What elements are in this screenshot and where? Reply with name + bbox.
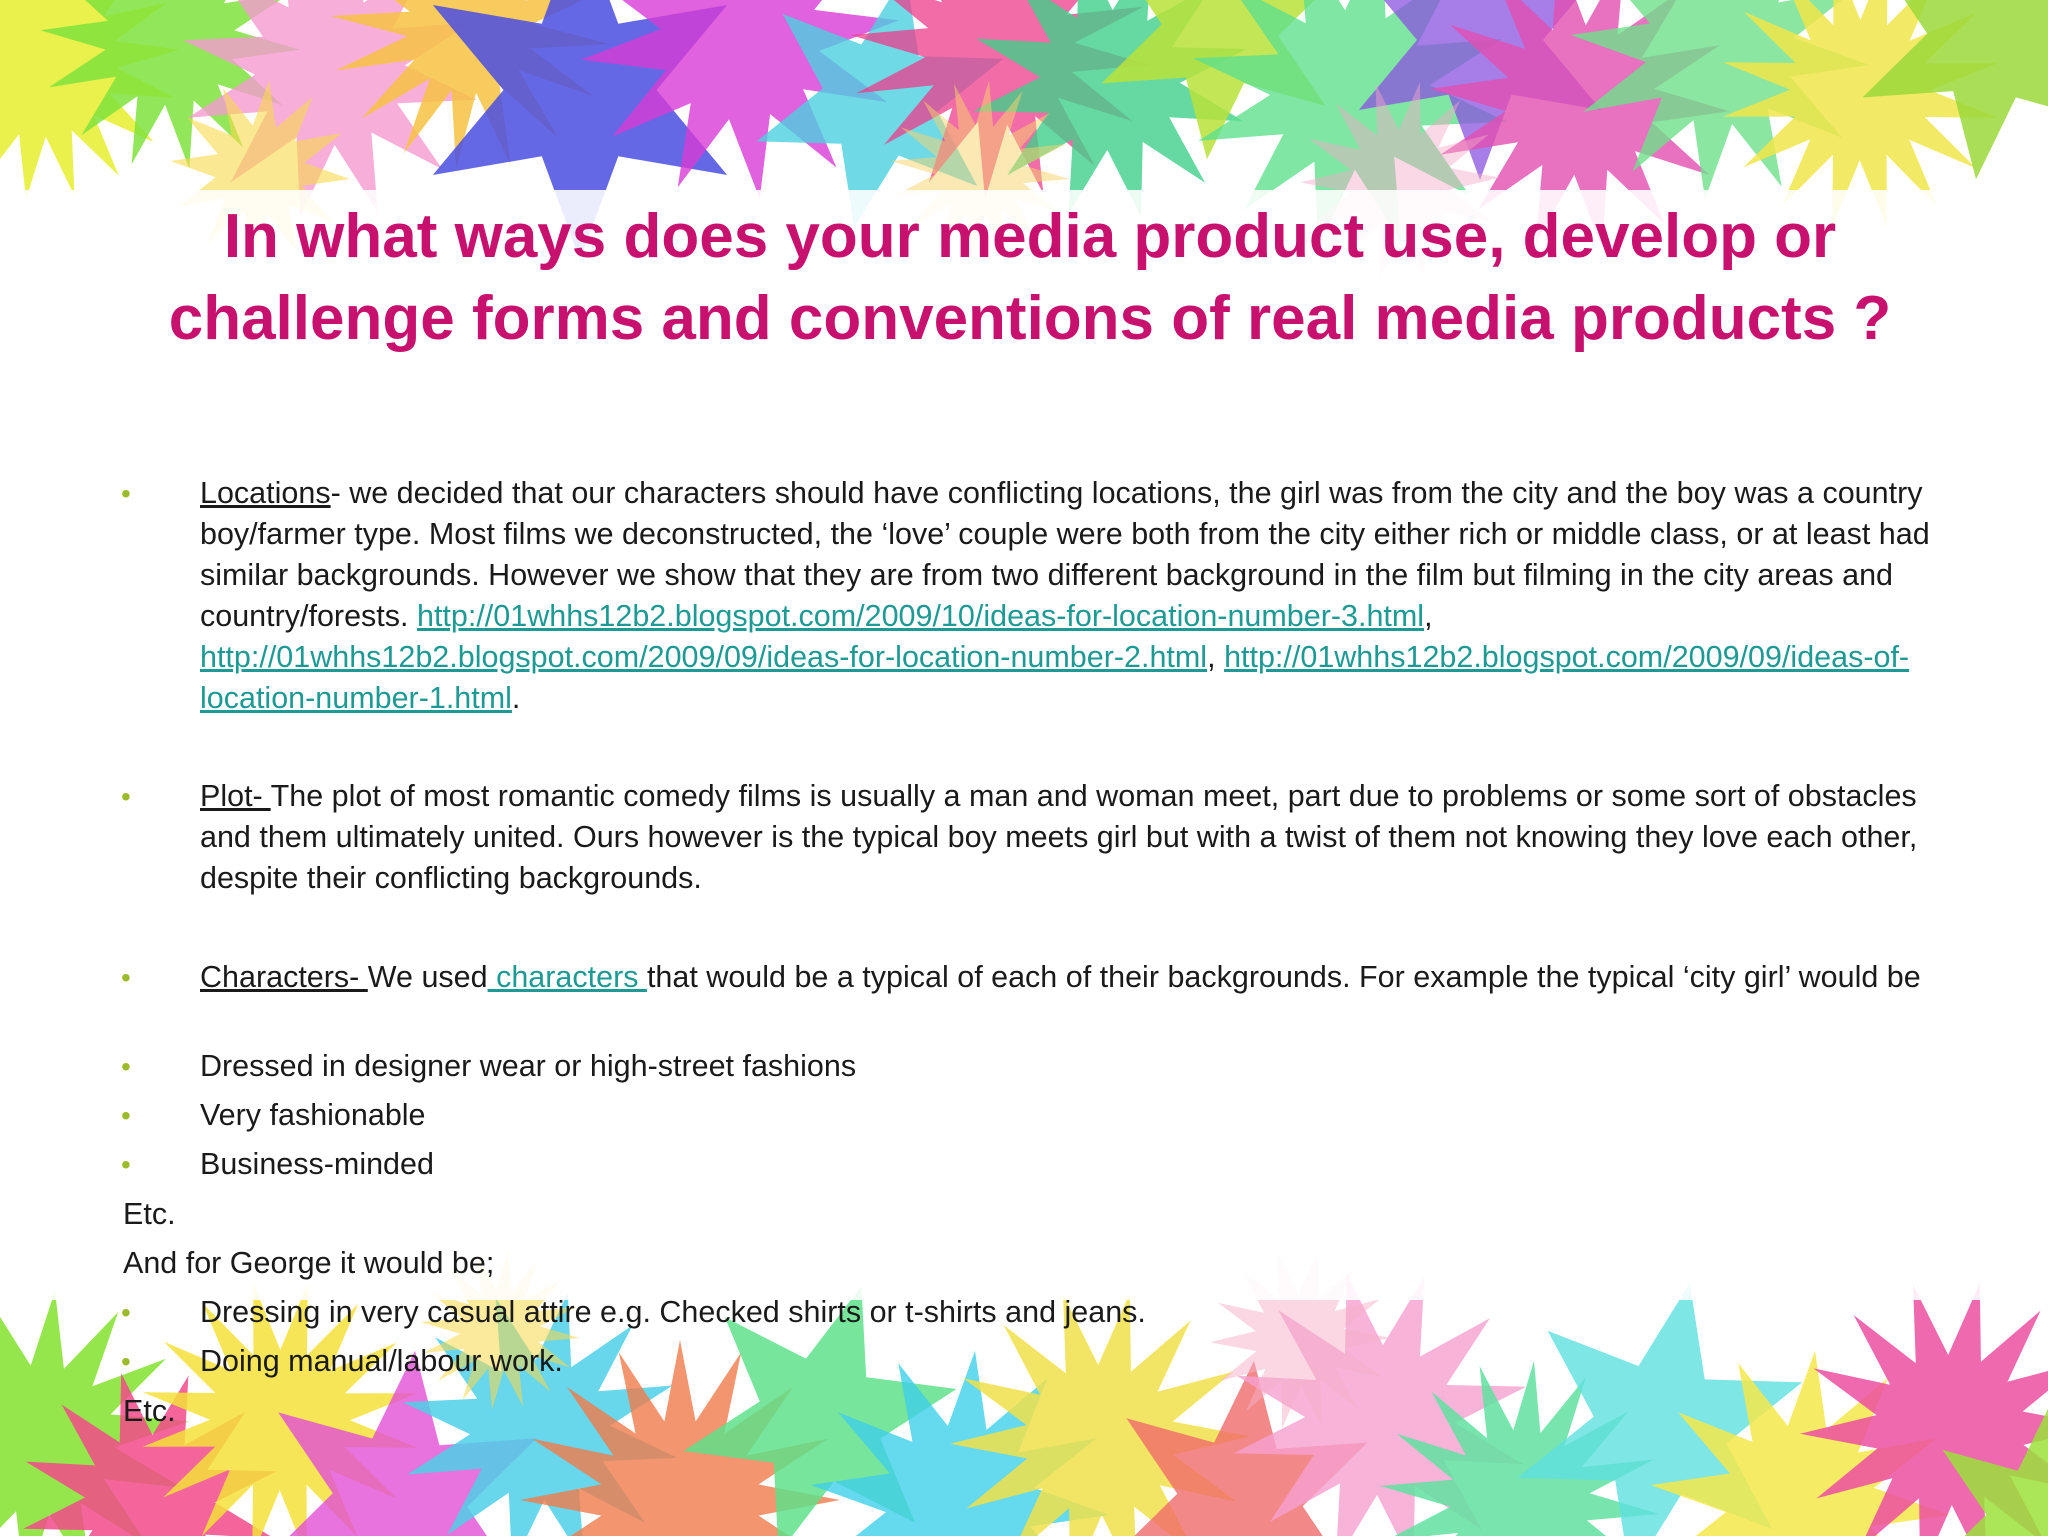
slide-title: In what ways does your media product use, develop or challenge forms and conventions of real media products ? <box>168 202 1892 353</box>
plot-paragraph <box>200 776 1960 899</box>
locations-paragraph <box>200 473 1960 719</box>
list-item: Business-minded <box>200 1147 434 1181</box>
locations-text: - we decided that our characters should have conflicting locations, the girl was from the city and the boy was a country boy/farmer type. Most films we deconstructed, the ‘love’ couple were both from the city either rich or middle class, or at least had similar backgrounds. However we show that they are from two different background in the film but filming in the city areas and country/forests. <box>200 476 1930 633</box>
bullet-marker: • <box>121 1297 131 1328</box>
characters-text: that would be a typical of each of their backgrounds. For example the typical ‘city girl’ would be <box>646 960 1921 994</box>
locations-separator: , <box>1424 599 1433 633</box>
bullet-marker: • <box>121 478 131 509</box>
list-item: Dressing in very casual attire e.g. Checked shirts or t-shirts and jeans. <box>200 1295 1146 1329</box>
location-link-3[interactable]: http://01whhs12b2.blogspot.com/2009/10/ideas-for-location-number-3.html <box>416 599 1425 633</box>
locations-end: . <box>511 681 521 715</box>
bullet-marker: • <box>121 1346 131 1377</box>
plot-label: Plot- <box>200 779 271 813</box>
bullet-marker: • <box>121 1100 131 1131</box>
characters-paragraph <box>200 957 1960 998</box>
etc-text: Etc. <box>123 1394 176 1428</box>
list-item: Doing manual/labour work. <box>200 1344 563 1378</box>
list-item: Very fashionable <box>200 1098 426 1132</box>
plot-text: The plot of most romantic comedy films is usually a man and woman meet, part due to problems or some sort of obstacles and them ultimately united. Ours however is the typical boy meets girl but with a twist of them not knowing they love each other, despite their conflicting backgrounds. <box>200 779 1918 895</box>
bullet-marker: • <box>121 1149 131 1180</box>
george-intro: And for George it would be; <box>123 1246 495 1280</box>
characters-text: We used <box>367 960 488 994</box>
list-item: Dressed in designer wear or high-street fashions <box>200 1049 857 1083</box>
location-link-2[interactable]: http://01whhs12b2.blogspot.com/2009/09/ideas-for-location-number-2.html <box>200 640 1208 674</box>
bullet-marker: • <box>121 781 131 812</box>
locations-separator: , <box>1207 640 1216 674</box>
location-link-1[interactable]: http://01whhs12b2.blogspot.com/2009/09/ideas-of-location-number-1.html <box>200 640 1910 715</box>
etc-text: Etc. <box>123 1197 176 1231</box>
locations-label: Locations <box>200 476 331 510</box>
characters-link[interactable]: characters <box>487 960 647 994</box>
characters-label: Characters- <box>200 960 368 994</box>
bullet-marker: • <box>121 962 131 993</box>
bullet-marker: • <box>121 1051 131 1082</box>
